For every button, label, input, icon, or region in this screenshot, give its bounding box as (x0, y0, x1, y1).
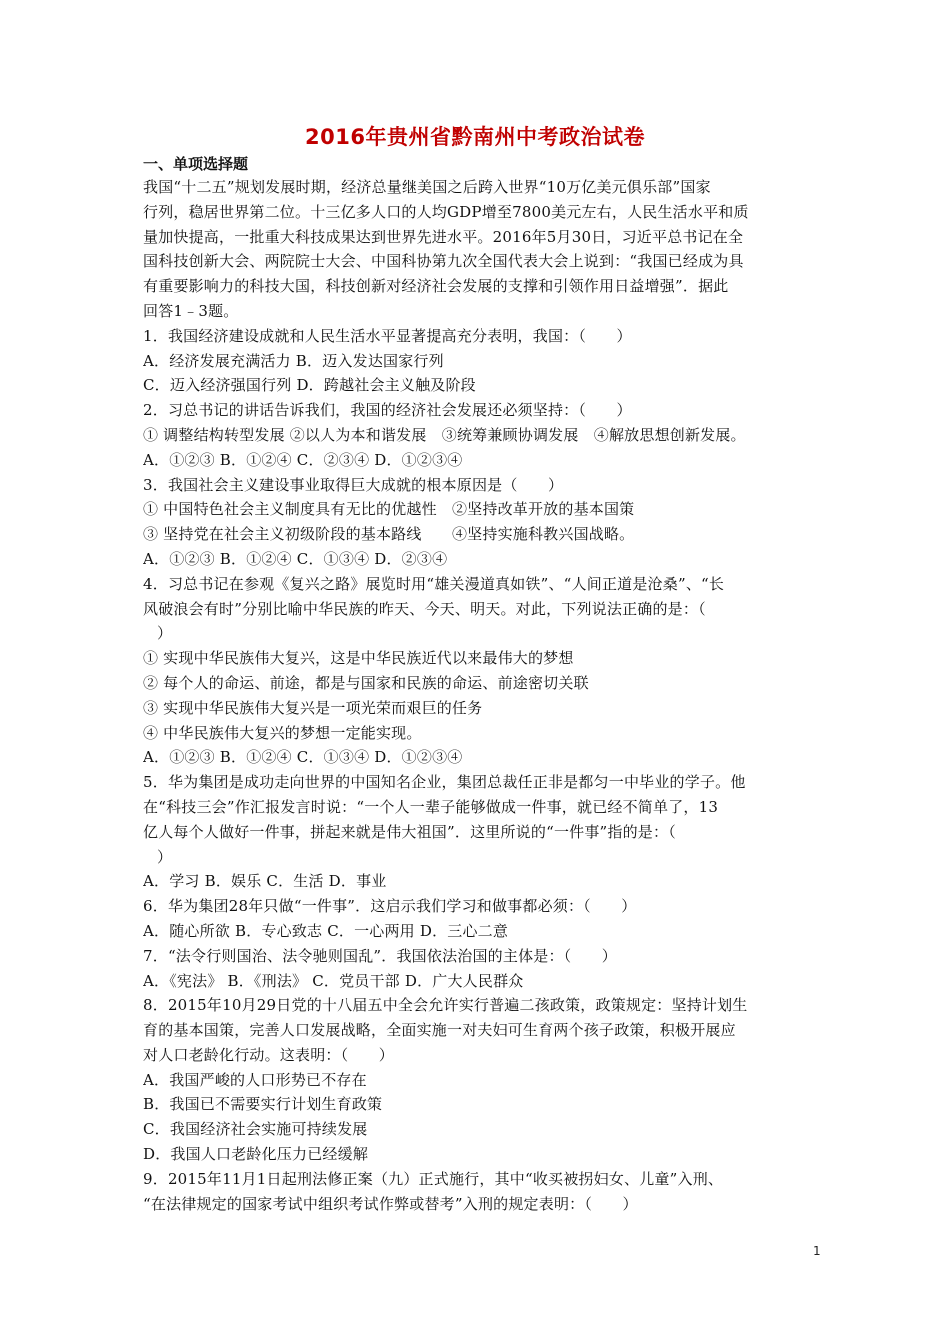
text-line: B．我国已不需要实行计划生育政策 (143, 1095, 383, 1114)
text-line: 在“科技三会”作汇报发言时说：“一个人一辈子能够做成一件事，就已经不简单了，13 (143, 797, 719, 816)
text-line: A．①②③ B．①②④ C．②③④ D．①②③④ (143, 450, 463, 469)
text-line: ③ 坚持党在社会主义初级阶段的基本路线 ④坚持实施科教兴国战略。 (143, 525, 635, 544)
text-line: C．迈入经济强国行列 D．跨越社会主义触及阶段 (143, 376, 476, 395)
text-line: 2．习总书记的讲话告诉我们，我国的经济社会发展还必须坚持：（ ） (143, 401, 632, 420)
text-line: ① 调整结构转型发展 ②以人为本和谐发展 ③统筹兼顾协调发展 ④解放思想创新发展。 (143, 425, 746, 444)
text-line: A．我国严峻的人口形势已不存在 (143, 1070, 367, 1089)
text-line: 3．我国社会主义建设事业取得巨大成就的根本原因是（ ） (143, 475, 564, 494)
text-line: A．①②③ B．①②④ C．①③④ D．②③④ (143, 549, 448, 568)
text-line: 国科技创新大会、两院院士大会、中国科协第九次全国代表大会上说到：“我国已经成为具 (143, 252, 744, 271)
text-line: 我国“十二五”规划发展时期，经济总量继美国之后跨入世界“10万亿美元俱乐部”国家 (143, 178, 711, 196)
text-line: 风破浪会有时”分别比喻中华民族的昨天、今天、明天。对此，下列说法正确的是：（ (143, 599, 706, 618)
text-line: A．随心所欲 B．专心致志 C．一心两用 D．三心二意 (143, 921, 509, 940)
text-line: 育的基本国策，完善人口发展战略，全面实施一对夫妇可生育两个孩子政策，积极开展应 (143, 1021, 736, 1040)
text-line: ④ 中华民族伟大复兴的梦想一定能实现。 (143, 723, 422, 742)
text-line: D．我国人口老龄化压力已经缓解 (143, 1145, 369, 1164)
text-line: ） (157, 624, 173, 643)
text-line: ② 每个人的命运、前途，都是与国家和民族的命运、前途密切关联 (143, 673, 589, 692)
text-line: ） (157, 847, 173, 866)
text-line: A．《宪法》 B．《刑法》 C．党员干部 D．广大人民群众 (143, 971, 524, 990)
section-heading: 一、单项选择题 (143, 155, 249, 173)
text-line: 8．2015年10月29日党的十八届五中全会允许实行普遍二孩政策，政策规定：坚持计划生 (143, 996, 748, 1015)
text-line: 4．习总书记在参观《复兴之路》展览时用“雄关漫道真如铁”、“人间正道是沧桑”、“长 (143, 574, 725, 593)
text-line: 9．2015年11月1日起刑法修正案（九）正式施行，其中“收买被拐妇女、儿童”入刑、 (143, 1169, 724, 1188)
text-line: ③ 实现中华民族伟大复兴是一项光荣而艰巨的任务 (143, 698, 483, 717)
text-line: 亿人每个人做好一件事，拼起来就是伟大祖国”．这里所说的“一件事”指的是：（ (143, 822, 676, 841)
text-line: “在法律规定的国家考试中组织考试作弊或替考”入刑的规定表明：（ ） (143, 1194, 638, 1213)
text-line: A．①②③ B．①②④ C．①③④ D．①②③④ (143, 748, 463, 767)
text-line: A．经济发展充满活力 B．迈入发达国家行列 (143, 351, 444, 370)
text-line: 1．我国经济建设成就和人民生活水平显著提高充分表明，我国：（ ） (143, 326, 632, 345)
text-line: 5．华为集团是成功走向世界的中国知名企业，集团总裁任正非是都匀一中毕业的学子。他 (143, 773, 746, 792)
document-body (143, 175, 811, 1216)
text-line: 行列，稳居世界第二位。十三亿多人口的人均GDP增至7800美元左右，人民生活水平和质 (143, 202, 749, 221)
text-line: ① 中国特色社会主义制度具有无比的优越性 ②坚持改革开放的基本国策 (143, 500, 635, 519)
text-line: 回答1﹣3题。 (143, 301, 239, 320)
text-line: 6．华为集团28年只做“一件事”．这启示我们学习和做事都必须：（ ） (143, 897, 637, 916)
text-line: 对人口老龄化行动。这表明：（ ） (143, 1045, 394, 1064)
document-title: 2016年贵州省黔南州中考政治试卷 (305, 125, 645, 149)
text-line: C．我国经济社会实施可持续发展 (143, 1120, 368, 1139)
text-line: ① 实现中华民族伟大复兴，这是中华民族近代以来最伟大的梦想 (143, 649, 574, 668)
page-number: 1 (813, 1244, 821, 1258)
text-line: 7．“法令行则国治、法令驰则国乱”．我国依法治国的主体是：（ ） (143, 946, 617, 965)
text-line: A．学习 B．娱乐 C．生活 D．事业 (143, 872, 387, 891)
text-line: 量加快提高，一批重大科技成果达到世界先进水平。2016年5月30日，习近平总书记在全 (143, 227, 744, 246)
text-line: 有重要影响力的科技大国，科技创新对经济社会发展的支撑和引领作用日益增强”．据此 (143, 277, 729, 296)
